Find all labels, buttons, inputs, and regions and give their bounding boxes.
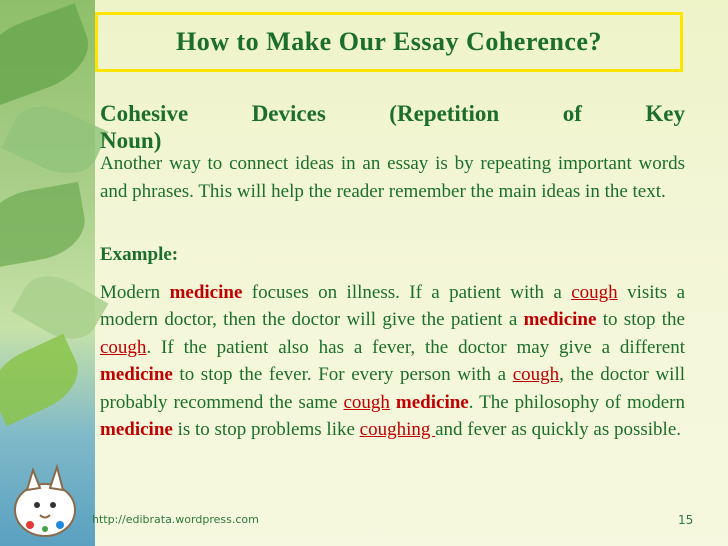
- example-text: , the doctor will probably recommend the same: [100, 364, 686, 413]
- example-text: visits a modern doctor, then the doctor will give the patient a: [100, 282, 686, 331]
- keyword-medicine: medicine: [395, 391, 469, 413]
- keyword-cough: cough: [512, 364, 560, 386]
- keyword-medicine: medicine: [523, 309, 597, 331]
- slide-title: How to Make Our Essay Coherence?: [176, 27, 602, 56]
- keyword-coughing: coughing: [359, 419, 436, 441]
- leaf-shape: [0, 3, 99, 106]
- slide-number: 15: [678, 513, 694, 527]
- example-text: . The philosophy of modern: [468, 391, 685, 413]
- example-text: is to stop problems like: [172, 419, 360, 441]
- leaf-shape: [2, 94, 109, 186]
- example-text: to stop the: [596, 309, 685, 331]
- section-heading: Cohesive Devices (Repetition of Key: [100, 101, 685, 126]
- example-text: Modern: [100, 282, 170, 303]
- keyword-medicine: medicine: [100, 419, 173, 441]
- example-paragraph: [100, 279, 685, 443]
- leaf-shape: [0, 182, 90, 268]
- keyword-cough: cough: [100, 336, 147, 358]
- example-text: to stop the fever. For every person with a: [172, 364, 513, 386]
- title-box: [95, 12, 683, 72]
- footer-url: http://edibrata.wordpress.com: [92, 513, 259, 526]
- keyword-cough: cough: [343, 391, 390, 413]
- example-text: and fever as quickly as possible.: [435, 419, 682, 441]
- keyword-medicine: medicine: [169, 282, 243, 303]
- leaf-shape: [0, 334, 88, 426]
- section-heading-continued: Noun): [100, 128, 162, 153]
- mascot-icon: [5, 455, 85, 540]
- keyword-cough: cough: [571, 282, 618, 303]
- example-label: Example:: [100, 244, 179, 265]
- intro-paragraph: Another way to connect ideas in an essay is by repeating important words and phrases. This will help the reader remember the main ideas in the text.: [100, 153, 685, 202]
- keyword-medicine: medicine: [100, 364, 173, 386]
- example-text: . If the patient also has a fever, the doctor may give a different: [146, 336, 685, 358]
- example-text: focuses on illness. If a patient with a: [242, 282, 572, 303]
